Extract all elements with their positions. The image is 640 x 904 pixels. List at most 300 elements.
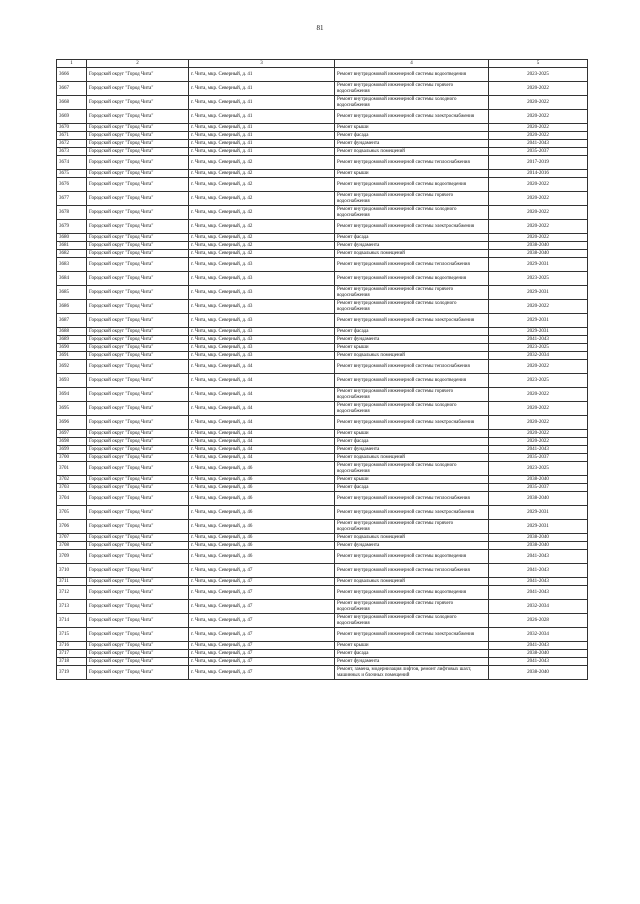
work-type-cell: Ремонт внутридомовой инженерной системы холодного водоснабжения xyxy=(335,462,489,476)
period-cell: 2026-2028 xyxy=(489,614,588,628)
municipality-cell: Городской округ "Город Чита" xyxy=(87,82,189,96)
address-cell: г. Чита, мкр. Северный, д. 44 xyxy=(189,360,335,374)
period-cell: 2029-2031 xyxy=(489,520,588,534)
row-number: 3714 xyxy=(57,614,87,628)
work-type-cell: Ремонт внутридомовой инженерной системы водоотведения xyxy=(335,586,489,600)
municipality-cell: Городской округ "Город Чита" xyxy=(87,476,189,484)
row-number: 3718 xyxy=(57,658,87,666)
work-type-cell: Ремонт внутридомовой инженерной системы теплоснабжения xyxy=(335,492,489,506)
period-cell: 2023-2025 xyxy=(489,68,588,82)
row-number: 3671 xyxy=(57,132,87,140)
row-number: 3710 xyxy=(57,564,87,578)
period-cell: 2029-2031 xyxy=(489,258,588,272)
municipality-cell: Городской округ "Город Чита" xyxy=(87,446,189,454)
address-cell: г. Чита, мкр. Северный, д. 47 xyxy=(189,650,335,658)
row-number: 3678 xyxy=(57,206,87,220)
row-number: 3719 xyxy=(57,666,87,680)
work-type-cell: Ремонт подвальных помещений xyxy=(335,148,489,156)
work-type-cell: Ремонт внутридомовой инженерной системы горячего водоснабжения xyxy=(335,82,489,96)
period-cell: 2038-2040 xyxy=(489,250,588,258)
period-cell: 2029-2031 xyxy=(489,328,588,336)
period-cell: 2020-2022 xyxy=(489,82,588,96)
period-cell: 2023-2025 xyxy=(489,272,588,286)
row-number: 3693 xyxy=(57,374,87,388)
table-row xyxy=(57,132,588,140)
municipality-cell: Городской округ "Город Чита" xyxy=(87,220,189,234)
work-type-cell: Ремонт внутридомовой инженерной системы водоотведения xyxy=(335,374,489,388)
row-number: 3711 xyxy=(57,578,87,586)
address-cell: г. Чита, мкр. Северный, д. 44 xyxy=(189,402,335,416)
municipality-cell: Городской округ "Город Чита" xyxy=(87,550,189,564)
municipality-cell: Городской округ "Город Чита" xyxy=(87,586,189,600)
work-type-cell: Ремонт внутридомовой инженерной системы водоотведения xyxy=(335,178,489,192)
municipality-cell: Городской округ "Город Чита" xyxy=(87,454,189,462)
address-cell: г. Чита, мкр. Северный, д. 47 xyxy=(189,642,335,650)
address-cell: г. Чита, мкр. Северный, д. 47 xyxy=(189,600,335,614)
address-cell: г. Чита, мкр. Северный, д. 46 xyxy=(189,550,335,564)
period-cell: 2038-2040 xyxy=(489,534,588,542)
table-row xyxy=(57,352,588,360)
row-number: 3700 xyxy=(57,454,87,462)
table-header-row xyxy=(57,60,588,68)
row-number: 3699 xyxy=(57,446,87,454)
table-row xyxy=(57,600,588,614)
period-cell: 2020-2022 xyxy=(489,360,588,374)
table-row xyxy=(57,140,588,148)
address-cell: г. Чита, мкр. Северный, д. 47 xyxy=(189,658,335,666)
table-row xyxy=(57,506,588,520)
municipality-cell: Городской округ "Город Чита" xyxy=(87,462,189,476)
row-number: 3687 xyxy=(57,314,87,328)
address-cell: г. Чита, мкр. Северный, д. 42 xyxy=(189,192,335,206)
period-cell: 2041-2043 xyxy=(489,658,588,666)
table-row xyxy=(57,314,588,328)
municipality-cell: Городской округ "Город Чита" xyxy=(87,156,189,170)
period-cell: 2014-2016 xyxy=(489,170,588,178)
address-cell: г. Чита, мкр. Северный, д. 44 xyxy=(189,454,335,462)
address-cell: г. Чита, мкр. Северный, д. 41 xyxy=(189,124,335,132)
row-number: 3712 xyxy=(57,586,87,600)
table-row xyxy=(57,542,588,550)
table-row xyxy=(57,416,588,430)
address-cell: г. Чита, мкр. Северный, д. 43 xyxy=(189,344,335,352)
work-type-cell: Ремонт фасада xyxy=(335,328,489,336)
work-type-cell: Ремонт подвальных помещений xyxy=(335,250,489,258)
row-number: 3666 xyxy=(57,68,87,82)
address-cell: г. Чита, мкр. Северный, д. 47 xyxy=(189,614,335,628)
period-cell: 2020-2022 xyxy=(489,206,588,220)
period-cell: 2032-2034 xyxy=(489,352,588,360)
municipality-cell: Городской округ "Город Чита" xyxy=(87,96,189,110)
row-number: 3673 xyxy=(57,148,87,156)
row-number: 3669 xyxy=(57,110,87,124)
work-type-cell: Ремонт фундамента xyxy=(335,336,489,344)
address-cell: г. Чита, мкр. Северный, д. 44 xyxy=(189,416,335,430)
period-cell: 2035-2037 xyxy=(489,454,588,462)
row-number: 3717 xyxy=(57,650,87,658)
table-row xyxy=(57,658,588,666)
row-number: 3716 xyxy=(57,642,87,650)
table-row xyxy=(57,124,588,132)
table-row xyxy=(57,454,588,462)
work-type-cell: Ремонт фундамента xyxy=(335,140,489,148)
address-cell: г. Чита, мкр. Северный, д. 44 xyxy=(189,438,335,446)
row-number: 3703 xyxy=(57,484,87,492)
work-type-cell: Ремонт внутридомовой инженерной системы электроснабжения xyxy=(335,220,489,234)
work-type-cell: Ремонт фундамента xyxy=(335,542,489,550)
municipality-cell: Городской округ "Город Чита" xyxy=(87,564,189,578)
municipality-cell: Городской округ "Город Чита" xyxy=(87,430,189,438)
row-number: 3701 xyxy=(57,462,87,476)
work-type-cell: Ремонт внутридомовой инженерной системы водоотведения xyxy=(335,550,489,564)
municipality-cell: Городской округ "Город Чита" xyxy=(87,628,189,642)
table-row xyxy=(57,492,588,506)
table-row xyxy=(57,220,588,234)
row-number: 3713 xyxy=(57,600,87,614)
address-cell: г. Чита, мкр. Северный, д. 47 xyxy=(189,666,335,680)
table-row xyxy=(57,462,588,476)
row-number: 3668 xyxy=(57,96,87,110)
municipality-cell: Городской округ "Город Чита" xyxy=(87,328,189,336)
address-cell: г. Чита, мкр. Северный, д. 46 xyxy=(189,534,335,542)
work-type-cell: Ремонт фундамента xyxy=(335,658,489,666)
row-number: 3685 xyxy=(57,286,87,300)
address-cell: г. Чита, мкр. Северный, д. 44 xyxy=(189,388,335,402)
period-cell: 2020-2022 xyxy=(489,178,588,192)
period-cell: 2041-2043 xyxy=(489,578,588,586)
municipality-cell: Городской округ "Город Чита" xyxy=(87,170,189,178)
work-type-cell: Ремонт внутридомовой инженерной системы горячего водоснабжения xyxy=(335,388,489,402)
row-number: 3667 xyxy=(57,82,87,96)
municipality-cell: Городской округ "Город Чита" xyxy=(87,352,189,360)
address-cell: г. Чита, мкр. Северный, д. 47 xyxy=(189,586,335,600)
row-number: 3681 xyxy=(57,242,87,250)
municipality-cell: Городской округ "Город Чита" xyxy=(87,484,189,492)
table-row xyxy=(57,272,588,286)
municipality-cell: Городской округ "Город Чита" xyxy=(87,402,189,416)
period-cell: 2020-2022 xyxy=(489,132,588,140)
column-header: 1 xyxy=(57,60,87,68)
table-row xyxy=(57,286,588,300)
municipality-cell: Городской округ "Город Чита" xyxy=(87,314,189,328)
table-row xyxy=(57,666,588,680)
work-type-cell: Ремонт фундамента xyxy=(335,446,489,454)
period-cell: 2038-2040 xyxy=(489,542,588,550)
address-cell: г. Чита, мкр. Северный, д. 42 xyxy=(189,156,335,170)
municipality-cell: Городской округ "Город Чита" xyxy=(87,336,189,344)
municipality-cell: Городской округ "Город Чита" xyxy=(87,642,189,650)
row-number: 3691 xyxy=(57,352,87,360)
work-type-cell: Ремонт крыши xyxy=(335,170,489,178)
table-row xyxy=(57,388,588,402)
period-cell: 2023-2025 xyxy=(489,344,588,352)
period-cell: 2020-2022 xyxy=(489,430,588,438)
address-cell: г. Чита, мкр. Северный, д. 42 xyxy=(189,178,335,192)
work-type-cell: Ремонт внутридомовой инженерной системы электроснабжения xyxy=(335,506,489,520)
address-cell: г. Чита, мкр. Северный, д. 46 xyxy=(189,506,335,520)
work-type-cell: Ремонт внутридомовой инженерной системы электроснабжения xyxy=(335,314,489,328)
address-cell: г. Чита, мкр. Северный, д. 47 xyxy=(189,564,335,578)
period-cell: 2041-2043 xyxy=(489,140,588,148)
period-cell: 2038-2040 xyxy=(489,476,588,484)
municipality-cell: Городской округ "Город Чита" xyxy=(87,534,189,542)
work-type-cell: Ремонт внутридомовой инженерной системы холодного водоснабжения xyxy=(335,614,489,628)
period-cell: 2020-2022 xyxy=(489,402,588,416)
municipality-cell: Городской округ "Город Чита" xyxy=(87,110,189,124)
municipality-cell: Городской округ "Город Чита" xyxy=(87,416,189,430)
table-row xyxy=(57,344,588,352)
municipality-cell: Городской округ "Город Чита" xyxy=(87,650,189,658)
work-type-cell: Ремонт подвальных помещений xyxy=(335,578,489,586)
municipality-cell: Городской округ "Город Чита" xyxy=(87,600,189,614)
address-cell: г. Чита, мкр. Северный, д. 43 xyxy=(189,336,335,344)
row-number: 3684 xyxy=(57,272,87,286)
municipality-cell: Городской округ "Город Чита" xyxy=(87,192,189,206)
row-number: 3705 xyxy=(57,506,87,520)
table-row xyxy=(57,564,588,578)
municipality-cell: Городской округ "Город Чита" xyxy=(87,360,189,374)
period-cell: 2029-2031 xyxy=(489,286,588,300)
municipality-cell: Городской округ "Город Чита" xyxy=(87,234,189,242)
row-number: 3690 xyxy=(57,344,87,352)
work-type-cell: Ремонт внутридомовой инженерной системы теплоснабжения xyxy=(335,156,489,170)
work-type-cell: Ремонт внутридомовой инженерной системы теплоснабжения xyxy=(335,564,489,578)
address-cell: г. Чита, мкр. Северный, д. 41 xyxy=(189,148,335,156)
period-cell: 2041-2043 xyxy=(489,564,588,578)
table-row xyxy=(57,628,588,642)
period-cell: 2035-2037 xyxy=(489,484,588,492)
municipality-cell: Городской округ "Город Чита" xyxy=(87,614,189,628)
municipality-cell: Городской округ "Город Чита" xyxy=(87,148,189,156)
period-cell: 2023-2025 xyxy=(489,462,588,476)
work-type-cell: Ремонт внутридомовой инженерной системы горячего водоснабжения xyxy=(335,520,489,534)
address-cell: г. Чита, мкр. Северный, д. 43 xyxy=(189,300,335,314)
municipality-cell: Городской округ "Город Чита" xyxy=(87,300,189,314)
table-row xyxy=(57,374,588,388)
table-row xyxy=(57,578,588,586)
municipality-cell: Городской округ "Город Чита" xyxy=(87,520,189,534)
row-number: 3677 xyxy=(57,192,87,206)
address-cell: г. Чита, мкр. Северный, д. 46 xyxy=(189,484,335,492)
table-row xyxy=(57,258,588,272)
address-cell: г. Чита, мкр. Северный, д. 42 xyxy=(189,250,335,258)
table-row xyxy=(57,614,588,628)
row-number: 3702 xyxy=(57,476,87,484)
period-cell: 2041-2043 xyxy=(489,586,588,600)
work-type-cell: Ремонт фасада xyxy=(335,234,489,242)
period-cell: 2041-2043 xyxy=(489,642,588,650)
row-number: 3709 xyxy=(57,550,87,564)
address-cell: г. Чита, мкр. Северный, д. 47 xyxy=(189,578,335,586)
period-cell: 2020-2022 xyxy=(489,124,588,132)
address-cell: г. Чита, мкр. Северный, д. 44 xyxy=(189,446,335,454)
period-cell: 2038-2040 xyxy=(489,242,588,250)
row-number: 3683 xyxy=(57,258,87,272)
row-number: 3686 xyxy=(57,300,87,314)
municipality-cell: Городской округ "Город Чита" xyxy=(87,178,189,192)
row-number: 3708 xyxy=(57,542,87,550)
address-cell: г. Чита, мкр. Северный, д. 43 xyxy=(189,314,335,328)
table-row xyxy=(57,430,588,438)
row-number: 3694 xyxy=(57,388,87,402)
address-cell: г. Чита, мкр. Северный, д. 44 xyxy=(189,374,335,388)
address-cell: г. Чита, мкр. Северный, д. 43 xyxy=(189,328,335,336)
municipality-cell: Городской округ "Город Чита" xyxy=(87,272,189,286)
table-row xyxy=(57,300,588,314)
municipality-cell: Городской округ "Город Чита" xyxy=(87,542,189,550)
municipality-cell: Городской округ "Город Чита" xyxy=(87,438,189,446)
work-type-cell: Ремонт крыши xyxy=(335,642,489,650)
period-cell: 2029-2031 xyxy=(489,506,588,520)
row-number: 3704 xyxy=(57,492,87,506)
municipality-cell: Городской округ "Город Чита" xyxy=(87,140,189,148)
period-cell: 2038-2040 xyxy=(489,666,588,680)
work-type-cell: Ремонт внутридомовой инженерной системы теплоснабжения xyxy=(335,360,489,374)
work-type-cell: Ремонт внутридомовой инженерной системы водоотведения xyxy=(335,272,489,286)
work-type-cell: Ремонт внутридомовой инженерной системы электроснабжения xyxy=(335,416,489,430)
address-cell: г. Чита, мкр. Северный, д. 42 xyxy=(189,206,335,220)
table-row xyxy=(57,360,588,374)
period-cell: 2020-2022 xyxy=(489,192,588,206)
row-number: 3697 xyxy=(57,430,87,438)
row-number: 3707 xyxy=(57,534,87,542)
table-row xyxy=(57,242,588,250)
period-cell: 2038-2040 xyxy=(489,492,588,506)
row-number: 3715 xyxy=(57,628,87,642)
column-header: 3 xyxy=(189,60,335,68)
period-cell: 2020-2022 xyxy=(489,388,588,402)
table-row xyxy=(57,82,588,96)
row-number: 3672 xyxy=(57,140,87,148)
municipality-cell: Городской округ "Город Чита" xyxy=(87,492,189,506)
table-row xyxy=(57,234,588,242)
address-cell: г. Чита, мкр. Северный, д. 42 xyxy=(189,242,335,250)
municipality-cell: Городской округ "Город Чита" xyxy=(87,666,189,680)
repair-schedule-table xyxy=(56,59,588,680)
table-row xyxy=(57,68,588,82)
table-row xyxy=(57,206,588,220)
work-type-cell: Ремонт внутридомовой инженерной системы электроснабжения xyxy=(335,110,489,124)
address-cell: г. Чита, мкр. Северный, д. 46 xyxy=(189,476,335,484)
period-cell: 2020-2022 xyxy=(489,438,588,446)
address-cell: г. Чита, мкр. Северный, д. 42 xyxy=(189,220,335,234)
address-cell: г. Чита, мкр. Северный, д. 43 xyxy=(189,272,335,286)
period-cell: 2032-2034 xyxy=(489,600,588,614)
municipality-cell: Городской округ "Город Чита" xyxy=(87,68,189,82)
table-row xyxy=(57,110,588,124)
address-cell: г. Чита, мкр. Северный, д. 44 xyxy=(189,430,335,438)
column-header: 4 xyxy=(335,60,489,68)
row-number: 3675 xyxy=(57,170,87,178)
work-type-cell: Ремонт подвальных помещений xyxy=(335,454,489,462)
work-type-cell: Ремонт внутридомовой инженерной системы горячего водоснабжения xyxy=(335,600,489,614)
row-number: 3682 xyxy=(57,250,87,258)
row-number: 3695 xyxy=(57,402,87,416)
row-number: 3676 xyxy=(57,178,87,192)
period-cell: 2023-2025 xyxy=(489,374,588,388)
period-cell: 2038-2040 xyxy=(489,650,588,658)
work-type-cell: Ремонт фундамента xyxy=(335,242,489,250)
table-row xyxy=(57,402,588,416)
table-row xyxy=(57,484,588,492)
row-number: 3706 xyxy=(57,520,87,534)
address-cell: г. Чита, мкр. Северный, д. 46 xyxy=(189,492,335,506)
period-cell: 2032-2034 xyxy=(489,628,588,642)
work-type-cell: Ремонт крыши xyxy=(335,430,489,438)
period-cell: 2020-2022 xyxy=(489,234,588,242)
municipality-cell: Городской округ "Город Чита" xyxy=(87,506,189,520)
table-row xyxy=(57,328,588,336)
period-cell: 2029-2031 xyxy=(489,314,588,328)
table-row xyxy=(57,534,588,542)
work-type-cell: Ремонт фасада xyxy=(335,650,489,658)
period-cell: 2035-2037 xyxy=(489,148,588,156)
table-row xyxy=(57,178,588,192)
table-row xyxy=(57,550,588,564)
address-cell: г. Чита, мкр. Северный, д. 46 xyxy=(189,520,335,534)
row-number: 3670 xyxy=(57,124,87,132)
work-type-cell: Ремонт внутридомовой инженерной системы электроснабжения xyxy=(335,628,489,642)
address-cell: г. Чита, мкр. Северный, д. 41 xyxy=(189,132,335,140)
period-cell: 2041-2043 xyxy=(489,446,588,454)
address-cell: г. Чита, мкр. Северный, д. 42 xyxy=(189,234,335,242)
row-number: 3674 xyxy=(57,156,87,170)
work-type-cell: Ремонт подвальных помещений xyxy=(335,352,489,360)
period-cell: 2041-2043 xyxy=(489,336,588,344)
municipality-cell: Городской округ "Город Чита" xyxy=(87,388,189,402)
address-cell: г. Чита, мкр. Северный, д. 41 xyxy=(189,140,335,148)
row-number: 3692 xyxy=(57,360,87,374)
row-number: 3688 xyxy=(57,328,87,336)
municipality-cell: Городской округ "Город Чита" xyxy=(87,578,189,586)
address-cell: г. Чита, мкр. Северный, д. 43 xyxy=(189,352,335,360)
work-type-cell: Ремонт, замена, модернизация лифтов, ремонт лифтовых шахт, машинных и блочных помещений xyxy=(335,666,489,680)
work-type-cell: Ремонт внутридомовой инженерной системы теплоснабжения xyxy=(335,258,489,272)
row-number: 3689 xyxy=(57,336,87,344)
period-cell: 2020-2022 xyxy=(489,300,588,314)
municipality-cell: Городской округ "Город Чита" xyxy=(87,206,189,220)
row-number: 3696 xyxy=(57,416,87,430)
table-row xyxy=(57,476,588,484)
work-type-cell: Ремонт подвальных помещений xyxy=(335,534,489,542)
table-row xyxy=(57,520,588,534)
table-row xyxy=(57,446,588,454)
table-row xyxy=(57,148,588,156)
table-row xyxy=(57,192,588,206)
table-row xyxy=(57,250,588,258)
address-cell: г. Чита, мкр. Северный, д. 42 xyxy=(189,170,335,178)
period-cell: 2020-2022 xyxy=(489,110,588,124)
work-type-cell: Ремонт фасада xyxy=(335,484,489,492)
municipality-cell: Городской округ "Город Чита" xyxy=(87,658,189,666)
period-cell: 2020-2022 xyxy=(489,416,588,430)
row-number: 3680 xyxy=(57,234,87,242)
work-type-cell: Ремонт внутридомовой инженерной системы холодного водоснабжения xyxy=(335,402,489,416)
address-cell: г. Чита, мкр. Северный, д. 43 xyxy=(189,286,335,300)
municipality-cell: Городской округ "Город Чита" xyxy=(87,286,189,300)
municipality-cell: Городской округ "Город Чита" xyxy=(87,242,189,250)
work-type-cell: Ремонт внутридомовой инженерной системы водоотведения xyxy=(335,68,489,82)
row-number: 3679 xyxy=(57,220,87,234)
work-type-cell: Ремонт внутридомовой инженерной системы холодного водоснабжения xyxy=(335,96,489,110)
work-type-cell: Ремонт крыши xyxy=(335,344,489,352)
work-type-cell: Ремонт крыши xyxy=(335,124,489,132)
work-type-cell: Ремонт внутридомовой инженерной системы холодного водоснабжения xyxy=(335,206,489,220)
municipality-cell: Городской округ "Город Чита" xyxy=(87,124,189,132)
period-cell: 2017-2019 xyxy=(489,156,588,170)
table-row xyxy=(57,438,588,446)
address-cell: г. Чита, мкр. Северный, д. 41 xyxy=(189,82,335,96)
